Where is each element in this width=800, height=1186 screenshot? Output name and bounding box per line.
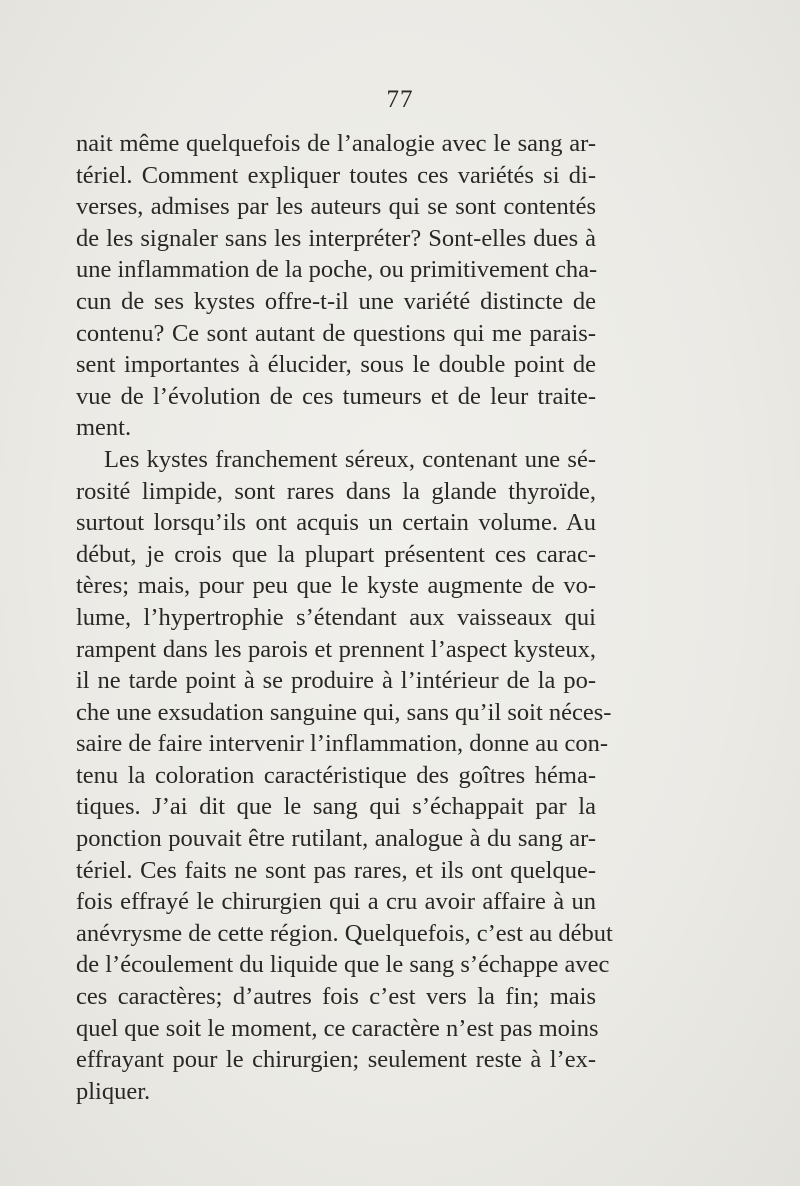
text-line: quel que soit le moment, ce caractère n’est pas moins [76,1014,599,1042]
text-line: contenu? Ce sont autant de questions qui me parais- [76,319,596,347]
text-line: surtout lorsqu’ils ont acquis un certain volume. Au [76,509,596,537]
text-line: saire de faire intervenir l’inflammation, donne au con- [76,730,608,758]
text-line: une inflammation de la poche, ou primitivement cha- [76,256,598,284]
text-line: Les kystes franchement séreux, contenant une sé- [104,445,596,473]
text-line: fois effrayé le chirurgien qui a cru avoir affaire à un [76,888,596,916]
text-line: anévrysme de cette région. Quelquefois, c’est au début [76,919,613,947]
text-line: vue de l’évolution de ces tumeurs et de leur traite- [76,382,596,410]
paragraph-2 [76,444,613,1107]
text-line: ces caractères; d’autres fois c’est vers la fin; mais [76,983,596,1011]
text-line: nait même quelquefois de l’analogie avec le sang ar- [76,130,596,157]
text-line: pliquer. [76,1077,151,1105]
text-line: cun de ses kystes offre-t-il une variété distincte de [76,287,596,315]
text-line: ponction pouvait être rutilant, analogue à du sang ar- [76,825,596,853]
text-line: verses, admises par les auteurs qui se sont contentés [76,193,596,221]
text-line: il ne tarde point à se produire à l’intérieur de la po- [76,667,596,695]
text-line: rosité limpide, sont rares dans la glande thyroïde, [76,477,596,505]
text-line: début, je crois que la plupart présentent ces carac- [76,540,596,568]
text-line: che une exsudation sanguine qui, sans qu’il soit néces- [76,698,612,726]
text-line: rampent dans les parois et prennent l’aspect kysteux, [76,635,596,663]
text-line: tères; mais, pour peu que le kyste augmente de vo- [76,572,596,600]
text-line: tériel. Ces faits ne sont pas rares, et ils ont quelque- [76,856,596,884]
text-line: de les signaler sans les interpréter? Sont-elles dues à [76,224,596,252]
text-line: tenu la coloration caractéristique des goîtres héma- [76,761,596,789]
page-number: 77 [386,86,414,113]
text-line: lume, l’hypertrophie s’étendant aux vaisseaux qui [76,603,596,631]
text-line: effrayant pour le chirurgien; seulement reste à l’ex- [76,1046,596,1074]
body-text [76,128,613,1107]
text-line: de l’écoulement du liquide que le sang s’échappe avec [76,951,610,979]
text-line: tériel. Comment expliquer toutes ces variétés si di- [76,161,596,189]
paragraph-1 [76,128,596,444]
text-line: ment. [76,414,132,442]
text-line: tiques. J’ai dit que le sang qui s’échappait par la [76,793,596,821]
text-line: sent importantes à élucider, sous le double point de [76,351,596,379]
